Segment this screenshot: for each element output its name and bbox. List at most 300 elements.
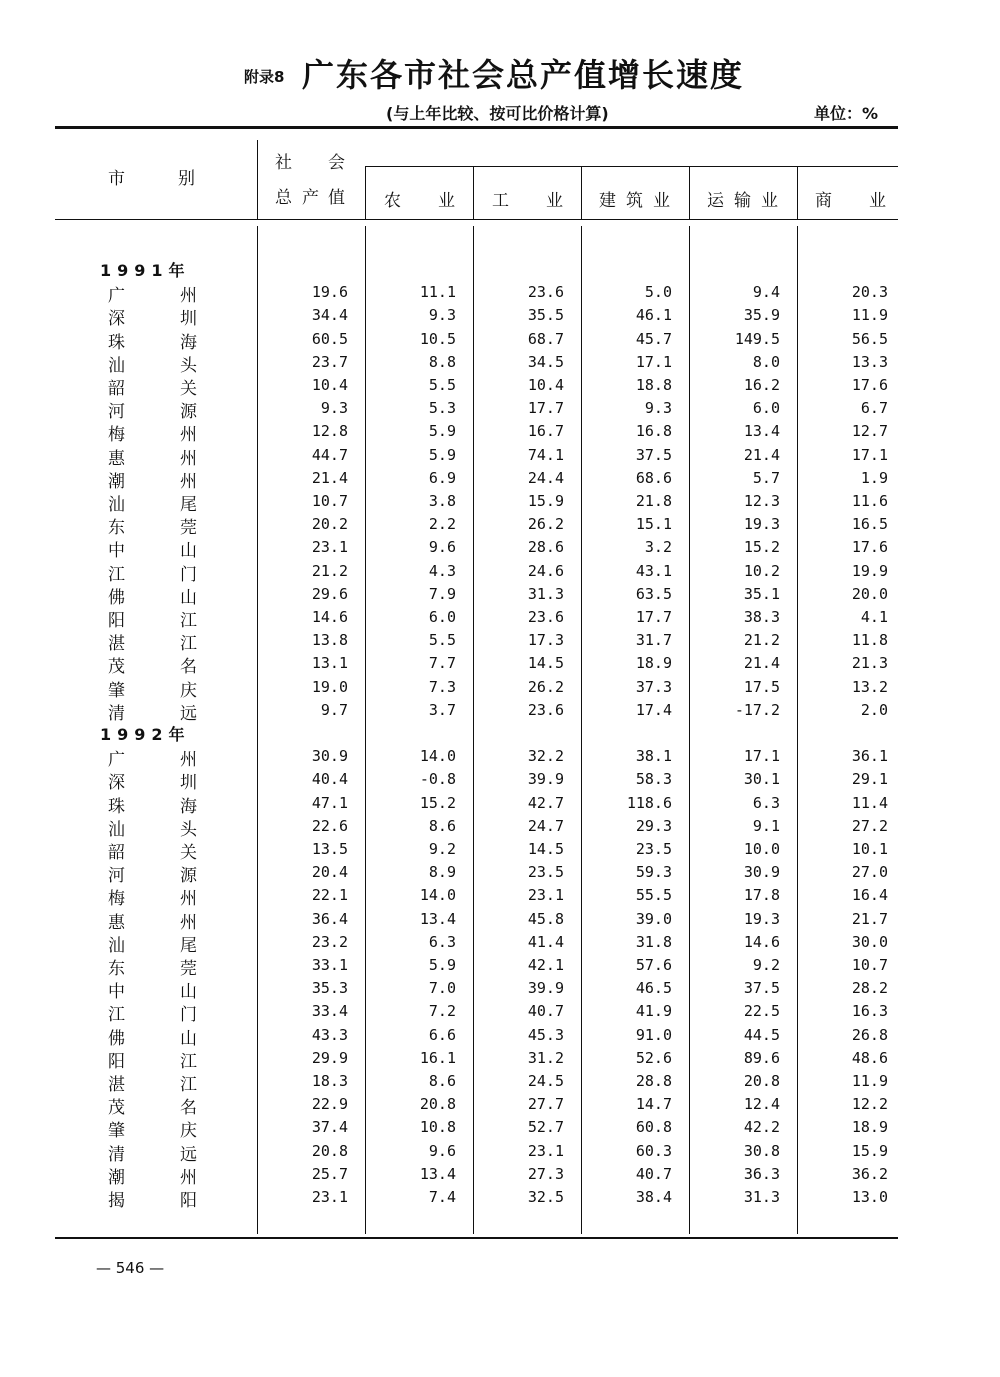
vrule-4 (581, 166, 582, 220)
cell-agri: 10.8 (419, 1118, 456, 1137)
header-industry-1: 工 (492, 191, 509, 211)
row-city-char-2: 名 (180, 657, 197, 678)
row-city-char-1: 清 (108, 703, 125, 724)
cell-total: 23.1 (311, 1188, 348, 1206)
cell-transport: 31.3 (743, 1188, 780, 1206)
cell-construction: 46.5 (635, 979, 672, 998)
row-city-char-2: 尾 (180, 935, 197, 956)
header-transport-1: 运 (707, 191, 724, 211)
cell-construction: 59.3 (635, 863, 672, 882)
header-commerce-2: 业 (869, 191, 886, 211)
row-city-char-1: 佛 (108, 587, 125, 608)
cell-transport: 15.2 (743, 538, 780, 557)
row-city-char-1: 中 (108, 982, 125, 1003)
vrule-2 (365, 166, 366, 220)
cell-total: 9.7 (320, 700, 348, 719)
page-title: 广东各市社会总产值增长速度 (302, 56, 745, 94)
cell-construction: 60.3 (635, 1141, 672, 1160)
cell-agri: 8.6 (428, 816, 456, 835)
year-label: 1992年 (100, 725, 191, 744)
row-city-char-2: 州 (180, 471, 197, 492)
row-city-char-2: 州 (180, 912, 197, 933)
cell-commerce: 30.0 (851, 932, 888, 951)
cell-construction: 14.7 (635, 1095, 672, 1114)
cell-total: 36.4 (311, 909, 348, 928)
cell-agri: -0.8 (419, 770, 456, 789)
cell-construction: 52.6 (635, 1048, 672, 1067)
cell-construction: 63.5 (635, 584, 672, 603)
cell-total: 23.1 (311, 538, 348, 557)
cell-construction: 43.1 (635, 561, 672, 580)
header-industry-2: 业 (546, 191, 563, 211)
row-city-char-1: 茂 (108, 657, 125, 678)
cell-total: 44.7 (311, 445, 348, 464)
cell-commerce: 13.2 (851, 677, 888, 696)
cell-agri: 7.2 (428, 1002, 456, 1021)
cell-total: 33.4 (311, 1002, 348, 1021)
cell-total: 10.7 (311, 492, 348, 510)
cell-agri: 3.7 (428, 700, 456, 719)
row-city-char-2: 头 (180, 819, 197, 840)
row-city-char-1: 汕 (108, 819, 125, 840)
cell-industry: 23.5 (527, 863, 564, 882)
row-city-char-2: 海 (180, 796, 197, 817)
cell-construction: 45.7 (635, 329, 672, 348)
row-city-char-2: 江 (180, 634, 197, 655)
cell-total: 13.5 (311, 840, 348, 858)
row-city-char-2: 江 (180, 1051, 197, 1072)
cell-transport: 20.8 (743, 1072, 780, 1090)
cell-transport: 44.5 (743, 1025, 780, 1044)
cell-commerce: 17.6 (851, 376, 888, 394)
cell-industry: 23.6 (527, 700, 564, 719)
row-city-char-1: 惠 (108, 448, 125, 469)
header-transport-2: 输 (734, 191, 751, 211)
cell-industry: 42.1 (527, 956, 564, 974)
cell-transport: 6.3 (752, 793, 780, 812)
cell-industry: 35.5 (527, 306, 564, 325)
cell-transport: 35.1 (743, 584, 780, 603)
row-city-char-1: 梅 (108, 889, 125, 910)
cell-commerce: 18.9 (851, 1118, 888, 1137)
cell-total: 13.8 (311, 631, 348, 650)
row-city-char-1: 汕 (108, 495, 125, 515)
cell-total: 14.6 (311, 608, 348, 626)
row-city-char-1: 潮 (108, 1167, 125, 1188)
cell-construction: 16.8 (635, 422, 672, 441)
cell-construction: 46.1 (635, 306, 672, 325)
row-city-char-2: 门 (180, 1005, 197, 1026)
cell-agri: 6.0 (428, 608, 456, 626)
cell-construction: 68.6 (635, 468, 672, 487)
row-city-char-1: 珠 (108, 332, 125, 353)
header-construction-1: 建 (599, 191, 616, 211)
header-total-1: 社 (275, 153, 292, 173)
row-city-char-2: 门 (180, 564, 197, 585)
row-city-char-2: 州 (180, 1167, 197, 1188)
cell-industry: 17.3 (527, 631, 564, 650)
cell-agri: 9.2 (428, 840, 456, 858)
cell-construction: 37.5 (635, 445, 672, 464)
cell-agri: 6.6 (428, 1025, 456, 1044)
vrule-6 (797, 166, 798, 220)
cell-construction: 21.8 (635, 492, 672, 510)
row-city-char-2: 圳 (180, 309, 197, 330)
title-prefix: 附录8 (244, 68, 285, 86)
cell-total: 20.8 (311, 1141, 348, 1160)
cell-transport: 9.4 (752, 283, 780, 302)
cell-industry: 32.5 (527, 1188, 564, 1206)
cell-construction: 91.0 (635, 1025, 672, 1044)
row-city-char-1: 韶 (108, 843, 125, 863)
cell-total: 19.0 (311, 677, 348, 696)
cell-construction: 29.3 (635, 816, 672, 835)
cell-transport: 149.5 (734, 329, 780, 348)
cell-total: 40.4 (311, 770, 348, 789)
cell-transport: 9.2 (752, 956, 780, 974)
cell-total: 20.2 (311, 515, 348, 534)
cell-total: 23.7 (311, 352, 348, 371)
cell-transport: 5.7 (752, 468, 780, 487)
cell-industry: 26.2 (527, 515, 564, 534)
cell-industry: 28.6 (527, 538, 564, 557)
cell-industry: 14.5 (527, 654, 564, 673)
row-city-char-2: 山 (180, 587, 197, 608)
cell-industry: 27.7 (527, 1095, 564, 1114)
cell-construction: 15.1 (635, 515, 672, 534)
cell-construction: 57.6 (635, 956, 672, 974)
row-city-char-2: 州 (180, 286, 197, 307)
cell-construction: 18.9 (635, 654, 672, 673)
cell-transport: 13.4 (743, 422, 780, 441)
cell-transport: 89.6 (743, 1048, 780, 1067)
cell-transport: 6.0 (752, 399, 780, 418)
cell-total: 22.1 (311, 886, 348, 905)
cell-transport: 9.1 (752, 816, 780, 835)
cell-total: 13.1 (311, 654, 348, 673)
cell-construction: 17.1 (635, 352, 672, 371)
cell-total: 30.9 (311, 747, 348, 766)
cell-transport: 21.4 (743, 654, 780, 673)
cell-transport: 35.9 (743, 306, 780, 325)
cell-commerce: 16.5 (851, 515, 888, 534)
cell-industry: 23.6 (527, 283, 564, 302)
cell-transport: 17.1 (743, 747, 780, 766)
cell-industry: 40.7 (527, 1002, 564, 1021)
cell-commerce: 11.8 (851, 631, 888, 650)
header-commerce-1: 商 (815, 191, 832, 211)
row-city-char-2: 圳 (180, 773, 197, 794)
cell-transport: 8.0 (752, 352, 780, 371)
header-total-3: 总 (275, 188, 292, 208)
row-city-char-2: 海 (180, 332, 197, 353)
cell-agri: 11.1 (419, 283, 456, 302)
table-top-rule (55, 126, 898, 129)
cell-transport: 21.2 (743, 631, 780, 650)
header-total-5: 值 (328, 188, 345, 208)
row-city-char-2: 江 (180, 611, 197, 631)
row-city-char-1: 江 (108, 1005, 125, 1026)
row-city-char-2: 远 (180, 703, 197, 724)
cell-agri: 9.6 (428, 538, 456, 557)
cell-agri: 6.3 (428, 932, 456, 951)
cell-commerce: 56.5 (851, 329, 888, 348)
cell-transport: 21.4 (743, 445, 780, 464)
cell-industry: 14.5 (527, 840, 564, 858)
cell-agri: 6.9 (428, 468, 456, 487)
cell-industry: 23.1 (527, 1141, 564, 1160)
row-city-char-1: 广 (108, 750, 125, 771)
cell-agri: 7.7 (428, 654, 456, 673)
header-total-2: 会 (328, 153, 345, 173)
year-label: 1991年 (100, 261, 191, 280)
cell-industry: 17.7 (527, 399, 564, 418)
row-city-char-2: 州 (180, 889, 197, 910)
cell-agri: 13.4 (419, 1164, 456, 1183)
cell-commerce: 36.1 (851, 747, 888, 766)
row-city-char-1: 汕 (108, 355, 125, 376)
row-city-char-1: 清 (108, 1144, 125, 1165)
cell-industry: 31.3 (527, 584, 564, 603)
cell-total: 29.6 (311, 584, 348, 603)
cell-total: 21.2 (311, 561, 348, 580)
cell-commerce: 11.9 (851, 306, 888, 325)
cell-transport: 16.2 (743, 376, 780, 394)
cell-industry: 39.9 (527, 770, 564, 789)
cell-industry: 41.4 (527, 932, 564, 951)
cell-agri: 5.9 (428, 422, 456, 441)
cell-transport: 30.1 (743, 770, 780, 789)
cell-total: 10.4 (311, 376, 348, 394)
cell-commerce: 11.4 (851, 793, 888, 812)
row-city-char-2: 山 (180, 541, 197, 562)
cell-agri: 5.5 (428, 631, 456, 650)
cell-commerce: 16.3 (851, 1002, 888, 1021)
row-city-char-2: 江 (180, 1075, 197, 1095)
header-city-2: 别 (178, 169, 195, 189)
header-construction-3: 业 (653, 191, 670, 211)
cell-transport: 12.4 (743, 1095, 780, 1114)
cell-construction: 18.8 (635, 376, 672, 394)
cell-commerce: 29.1 (851, 770, 888, 789)
header-agri-2: 业 (438, 191, 455, 211)
row-city-char-2: 阳 (180, 1191, 197, 1211)
row-city-char-1: 湛 (108, 1075, 125, 1095)
cell-industry: 26.2 (527, 677, 564, 696)
cell-industry: 10.4 (527, 376, 564, 394)
cell-industry: 42.7 (527, 793, 564, 812)
cell-construction: 55.5 (635, 886, 672, 905)
cell-commerce: 27.0 (851, 863, 888, 882)
cell-total: 19.6 (311, 283, 348, 302)
cell-transport: -17.2 (734, 700, 780, 719)
row-city-char-2: 远 (180, 1144, 197, 1165)
row-city-char-1: 阳 (108, 611, 125, 631)
row-city-char-2: 莞 (180, 518, 197, 539)
cell-industry: 24.5 (527, 1072, 564, 1090)
cell-commerce: 48.6 (851, 1048, 888, 1067)
row-city-char-2: 关 (180, 843, 197, 863)
cell-commerce: 10.7 (851, 956, 888, 974)
cell-transport: 17.8 (743, 886, 780, 905)
header-city-1: 市 (108, 169, 125, 189)
cell-agri: 10.5 (419, 329, 456, 348)
row-city-char-2: 源 (180, 866, 197, 887)
cell-commerce: 11.6 (851, 492, 888, 510)
row-city-char-1: 揭 (108, 1191, 125, 1211)
cell-construction: 39.0 (635, 909, 672, 928)
cell-commerce: 36.2 (851, 1164, 888, 1183)
cell-agri: 7.4 (428, 1188, 456, 1206)
cell-commerce: 21.3 (851, 654, 888, 673)
cell-industry: 24.7 (527, 816, 564, 835)
cell-industry: 27.3 (527, 1164, 564, 1183)
cell-agri: 15.2 (419, 793, 456, 812)
row-city-char-2: 山 (180, 1028, 197, 1049)
cell-commerce: 27.2 (851, 816, 888, 835)
cell-industry: 68.7 (527, 329, 564, 348)
cell-transport: 14.6 (743, 932, 780, 951)
cell-construction: 41.9 (635, 1002, 672, 1021)
cell-total: 18.3 (311, 1072, 348, 1090)
cell-total: 25.7 (311, 1164, 348, 1183)
cell-total: 37.4 (311, 1118, 348, 1137)
cell-industry: 45.8 (527, 909, 564, 928)
cell-transport: 19.3 (743, 909, 780, 928)
row-city-char-2: 名 (180, 1098, 197, 1119)
table-bottom-rule (55, 1237, 898, 1239)
cell-industry: 52.7 (527, 1118, 564, 1137)
cell-agri: 5.9 (428, 956, 456, 974)
cell-commerce: 17.1 (851, 445, 888, 464)
cell-agri: 9.6 (428, 1141, 456, 1160)
cell-agri: 5.3 (428, 399, 456, 418)
row-city-char-1: 东 (108, 959, 125, 979)
cell-total: 33.1 (311, 956, 348, 974)
cell-transport: 22.5 (743, 1002, 780, 1021)
row-city-char-2: 关 (180, 379, 197, 399)
cell-agri: 3.8 (428, 492, 456, 510)
cell-construction: 17.7 (635, 608, 672, 626)
cell-commerce: 13.3 (851, 352, 888, 371)
row-city-char-2: 头 (180, 355, 197, 376)
header-transport-3: 业 (761, 191, 778, 211)
cell-agri: 5.9 (428, 445, 456, 464)
cell-construction: 9.3 (644, 399, 672, 418)
cell-commerce: 19.9 (851, 561, 888, 580)
cell-agri: 7.9 (428, 584, 456, 603)
cell-construction: 118.6 (626, 793, 672, 812)
row-city-char-1: 阳 (108, 1051, 125, 1072)
row-city-char-1: 梅 (108, 425, 125, 446)
cell-construction: 28.8 (635, 1072, 672, 1090)
cell-industry: 15.9 (527, 492, 564, 510)
cell-agri: 8.9 (428, 863, 456, 882)
row-city-char-1: 肇 (108, 1121, 125, 1142)
cell-commerce: 20.0 (851, 584, 888, 603)
cell-total: 43.3 (311, 1025, 348, 1044)
cell-agri: 2.2 (428, 515, 456, 534)
cell-agri: 7.0 (428, 979, 456, 998)
cell-commerce: 28.2 (851, 979, 888, 998)
row-city-char-1: 河 (108, 402, 125, 423)
cell-industry: 34.5 (527, 352, 564, 371)
page-number: — 546 — (96, 1259, 165, 1277)
vrule-5 (689, 166, 690, 220)
cell-transport: 37.5 (743, 979, 780, 998)
cell-industry: 23.6 (527, 608, 564, 626)
cell-agri: 5.5 (428, 376, 456, 394)
cell-transport: 38.3 (743, 608, 780, 626)
header-agri-1: 农 (384, 191, 401, 211)
row-city-char-1: 东 (108, 518, 125, 539)
cell-total: 21.4 (311, 468, 348, 487)
cell-commerce: 6.7 (860, 399, 888, 418)
cell-industry: 45.3 (527, 1025, 564, 1044)
row-city-char-2: 山 (180, 982, 197, 1003)
cell-industry: 24.4 (527, 468, 564, 487)
cell-commerce: 16.4 (851, 886, 888, 905)
cell-agri: 8.8 (428, 352, 456, 371)
cell-total: 34.4 (311, 306, 348, 325)
row-city-char-1: 汕 (108, 935, 125, 956)
cell-construction: 38.1 (635, 747, 672, 766)
cell-total: 9.3 (320, 399, 348, 418)
row-city-char-2: 莞 (180, 959, 197, 979)
cell-commerce: 12.2 (851, 1095, 888, 1114)
cell-construction: 17.4 (635, 700, 672, 719)
row-city-char-1: 河 (108, 866, 125, 887)
row-city-char-1: 中 (108, 541, 125, 562)
cell-industry: 74.1 (527, 445, 564, 464)
cell-commerce: 4.1 (860, 608, 888, 626)
cell-transport: 10.2 (743, 561, 780, 580)
cell-transport: 19.3 (743, 515, 780, 534)
subheader-rule (365, 166, 898, 167)
cell-construction: 5.0 (644, 283, 672, 302)
cell-construction: 37.3 (635, 677, 672, 696)
row-city-char-2: 州 (180, 448, 197, 469)
row-city-char-1: 肇 (108, 680, 125, 701)
cell-commerce: 2.0 (860, 700, 888, 719)
row-city-char-1: 潮 (108, 471, 125, 492)
vrule-3 (473, 166, 474, 220)
cell-total: 23.2 (311, 932, 348, 951)
row-city-char-2: 庆 (180, 1121, 197, 1142)
row-city-char-1: 深 (108, 309, 125, 330)
cell-construction: 3.2 (644, 538, 672, 557)
cell-total: 22.6 (311, 816, 348, 835)
cell-agri: 16.1 (419, 1048, 456, 1067)
row-city-char-2: 源 (180, 402, 197, 423)
cell-agri: 4.3 (428, 561, 456, 580)
cell-agri: 20.8 (419, 1095, 456, 1114)
row-city-char-1: 茂 (108, 1098, 125, 1119)
cell-commerce: 1.9 (860, 468, 888, 487)
row-city-char-1: 韶 (108, 379, 125, 399)
cell-commerce: 13.0 (851, 1188, 888, 1206)
cell-construction: 58.3 (635, 770, 672, 789)
cell-agri: 7.3 (428, 677, 456, 696)
cell-agri: 9.3 (428, 306, 456, 325)
cell-transport: 17.5 (743, 677, 780, 696)
cell-total: 60.5 (311, 329, 348, 348)
cell-industry: 31.2 (527, 1048, 564, 1067)
header-bottom-rule (55, 219, 898, 220)
row-city-char-1: 珠 (108, 796, 125, 817)
cell-total: 20.4 (311, 863, 348, 882)
cell-construction: 23.5 (635, 840, 672, 858)
